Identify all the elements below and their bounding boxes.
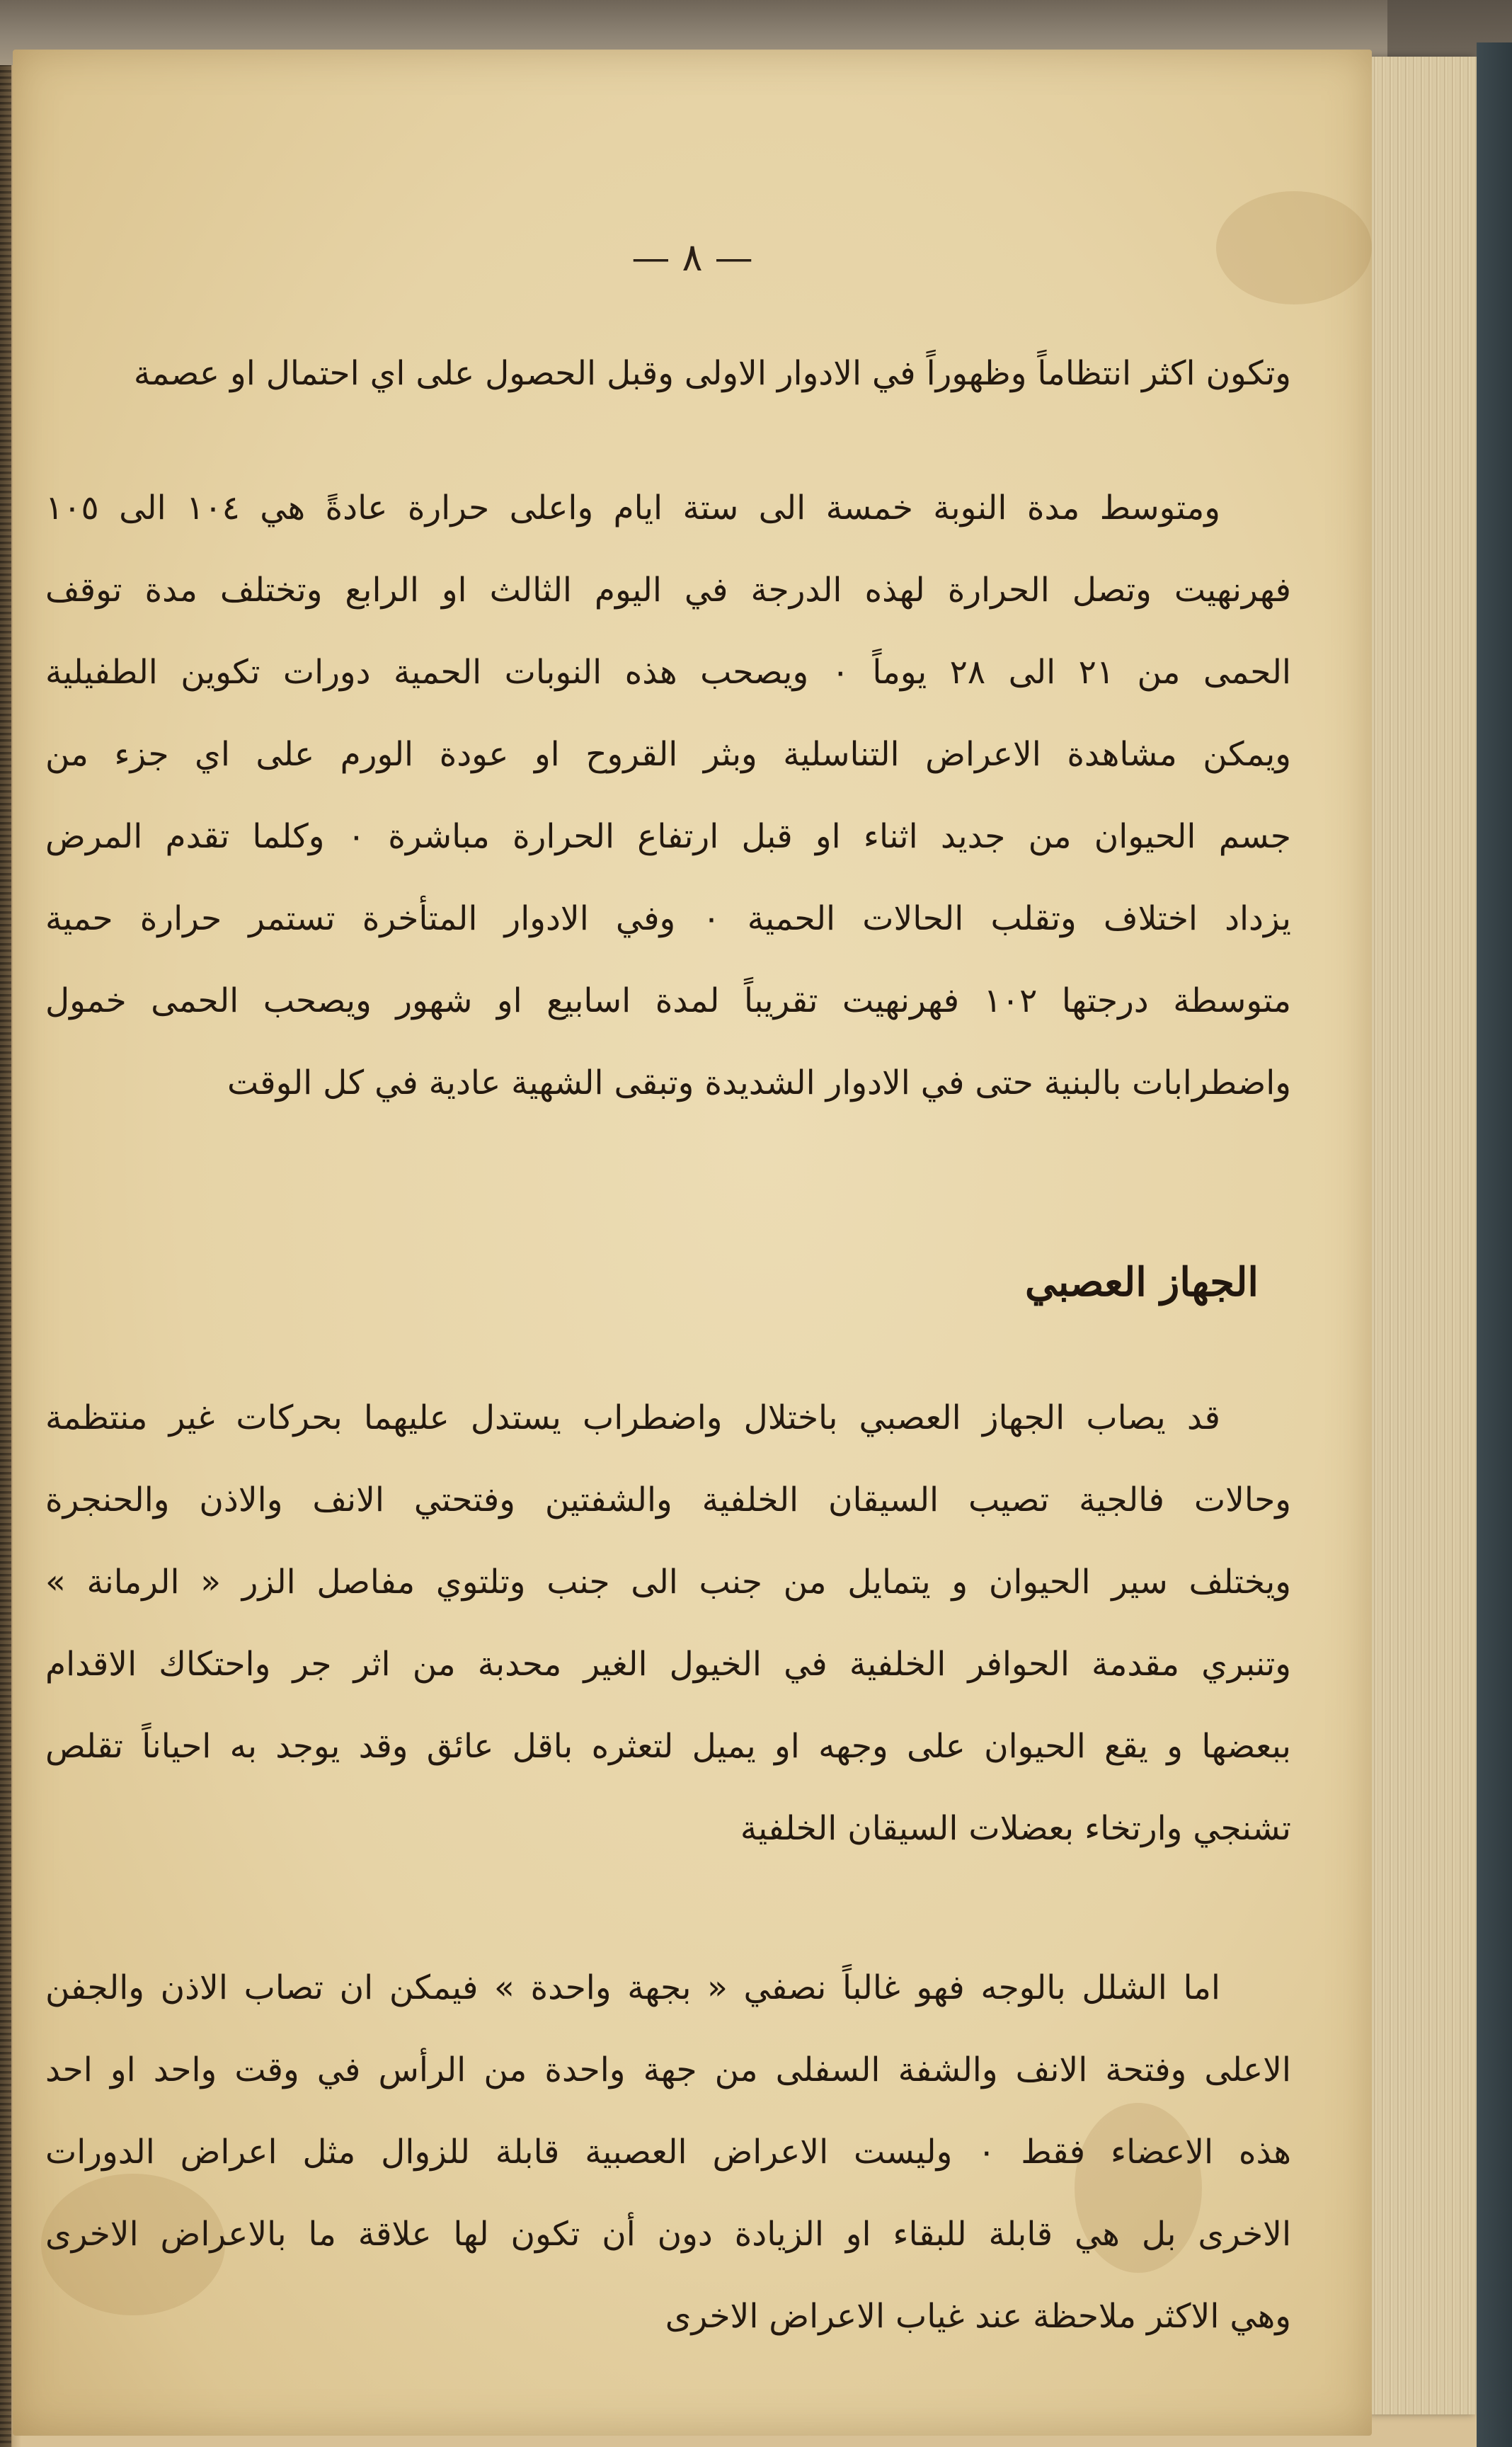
text-line: هذه الاعضاء فقط ٠ وليست الاعراض العصبية قابلة للزوال مثل اعراض الدورات bbox=[45, 2133, 1291, 2172]
paragraph-continuation bbox=[45, 333, 1291, 415]
text-line: ويمكن مشاهدة الاعراض التناسلية وبثر القروح او عودة الورم على اي جزء من bbox=[45, 735, 1291, 774]
page-number: — ٨ — bbox=[631, 235, 753, 280]
text-line: اما الشلل بالوجه فهو غالباً نصفي « بجهة واحدة » فيمكن ان تصاب الاذن والجفن bbox=[45, 1968, 1220, 2007]
text-line: قد يصاب الجهاز العصبي باختلال واضطراب يستدل عليهما بحركات غير منتظمة bbox=[45, 1398, 1220, 1437]
paragraph-fever-duration bbox=[45, 467, 1291, 1124]
page-stack-edges bbox=[1370, 57, 1477, 2414]
text-line: ويختلف سير الحيوان و يتمايل من جنب الى جنب وتلتوي مفاصل الزر « الرمانة » bbox=[45, 1563, 1291, 1602]
text-line: وهي الاكثر ملاحظة عند غياب الاعراض الاخرى bbox=[665, 2297, 1291, 2336]
paragraph-nervous-system bbox=[45, 1377, 1291, 1870]
text-line: وتنبري مقدمة الحوافر الخلفية في الخيول الغير محدبة من اثر جر واحتكاك الاقدام bbox=[45, 1645, 1291, 1684]
section-heading: الجهاز العصبي bbox=[1025, 1259, 1259, 1306]
text-line: ومتوسط مدة النوبة خمسة الى ستة ايام واعلى حرارة عادةً هي ١٠٤ الى ١٠٥ bbox=[45, 489, 1221, 527]
text-line: جسم الحيوان من جديد اثناء او قبل ارتفاع الحرارة مباشرة ٠ وكلما تقدم المرض bbox=[45, 817, 1291, 856]
text-line: تشنجي وارتخاء بعضلات السيقان الخلفية bbox=[740, 1809, 1291, 1848]
text-line: الاعلى وفتحة الانف والشفة السفلى من جهة واحدة من الرأس في وقت واحد او احد bbox=[45, 2050, 1291, 2089]
book-cover-edge bbox=[1477, 42, 1512, 2447]
text-line: وتكون اكثر انتظاماً وظهوراً في الادوار الاولى وقبل الحصول على اي احتمال او عصمة bbox=[133, 354, 1291, 393]
text-line: ببعضها و يقع الحيوان على وجهه او يميل لتعثره باقل عائق وقد يوجد به احياناً تقلص bbox=[45, 1727, 1291, 1766]
text-line: يزداد اختلاف وتقلب الحالات الحمية ٠ وفي الادوار المتأخرة تستمر حرارة حمية bbox=[45, 899, 1291, 938]
text-line: متوسطة درجتها ١٠٢ فهرنهيت تقريباً لمدة اسابيع او شهور ويصحب الحمى خمول bbox=[45, 981, 1291, 1020]
binding-edge bbox=[0, 0, 11, 2447]
text-line: وحالات فالجية تصيب السيقان الخلفية والشفتين وفتحتي الانف والاذن والحنجرة bbox=[45, 1481, 1291, 1519]
paragraph-facial-paralysis bbox=[45, 1947, 1291, 2358]
book-page bbox=[13, 50, 1372, 2436]
text-line: واضطرابات بالبنية حتى في الادوار الشديدة وتبقى الشهية عادية في كل الوقت bbox=[227, 1063, 1291, 1102]
text-line: الحمى من ٢١ الى ٢٨ يوماً ٠ ويصحب هذه النوبات الحمية دورات تكوين الطفيلية bbox=[45, 653, 1291, 692]
text-line: الاخرى بل هي قابلة للبقاء او الزيادة دون أن تكون لها علاقة ما بالاعراض الاخرى bbox=[45, 2215, 1291, 2254]
text-line: فهرنهيت وتصل الحرارة لهذه الدرجة في اليوم الثالث او الرابع وتختلف مدة توقف bbox=[45, 571, 1291, 610]
